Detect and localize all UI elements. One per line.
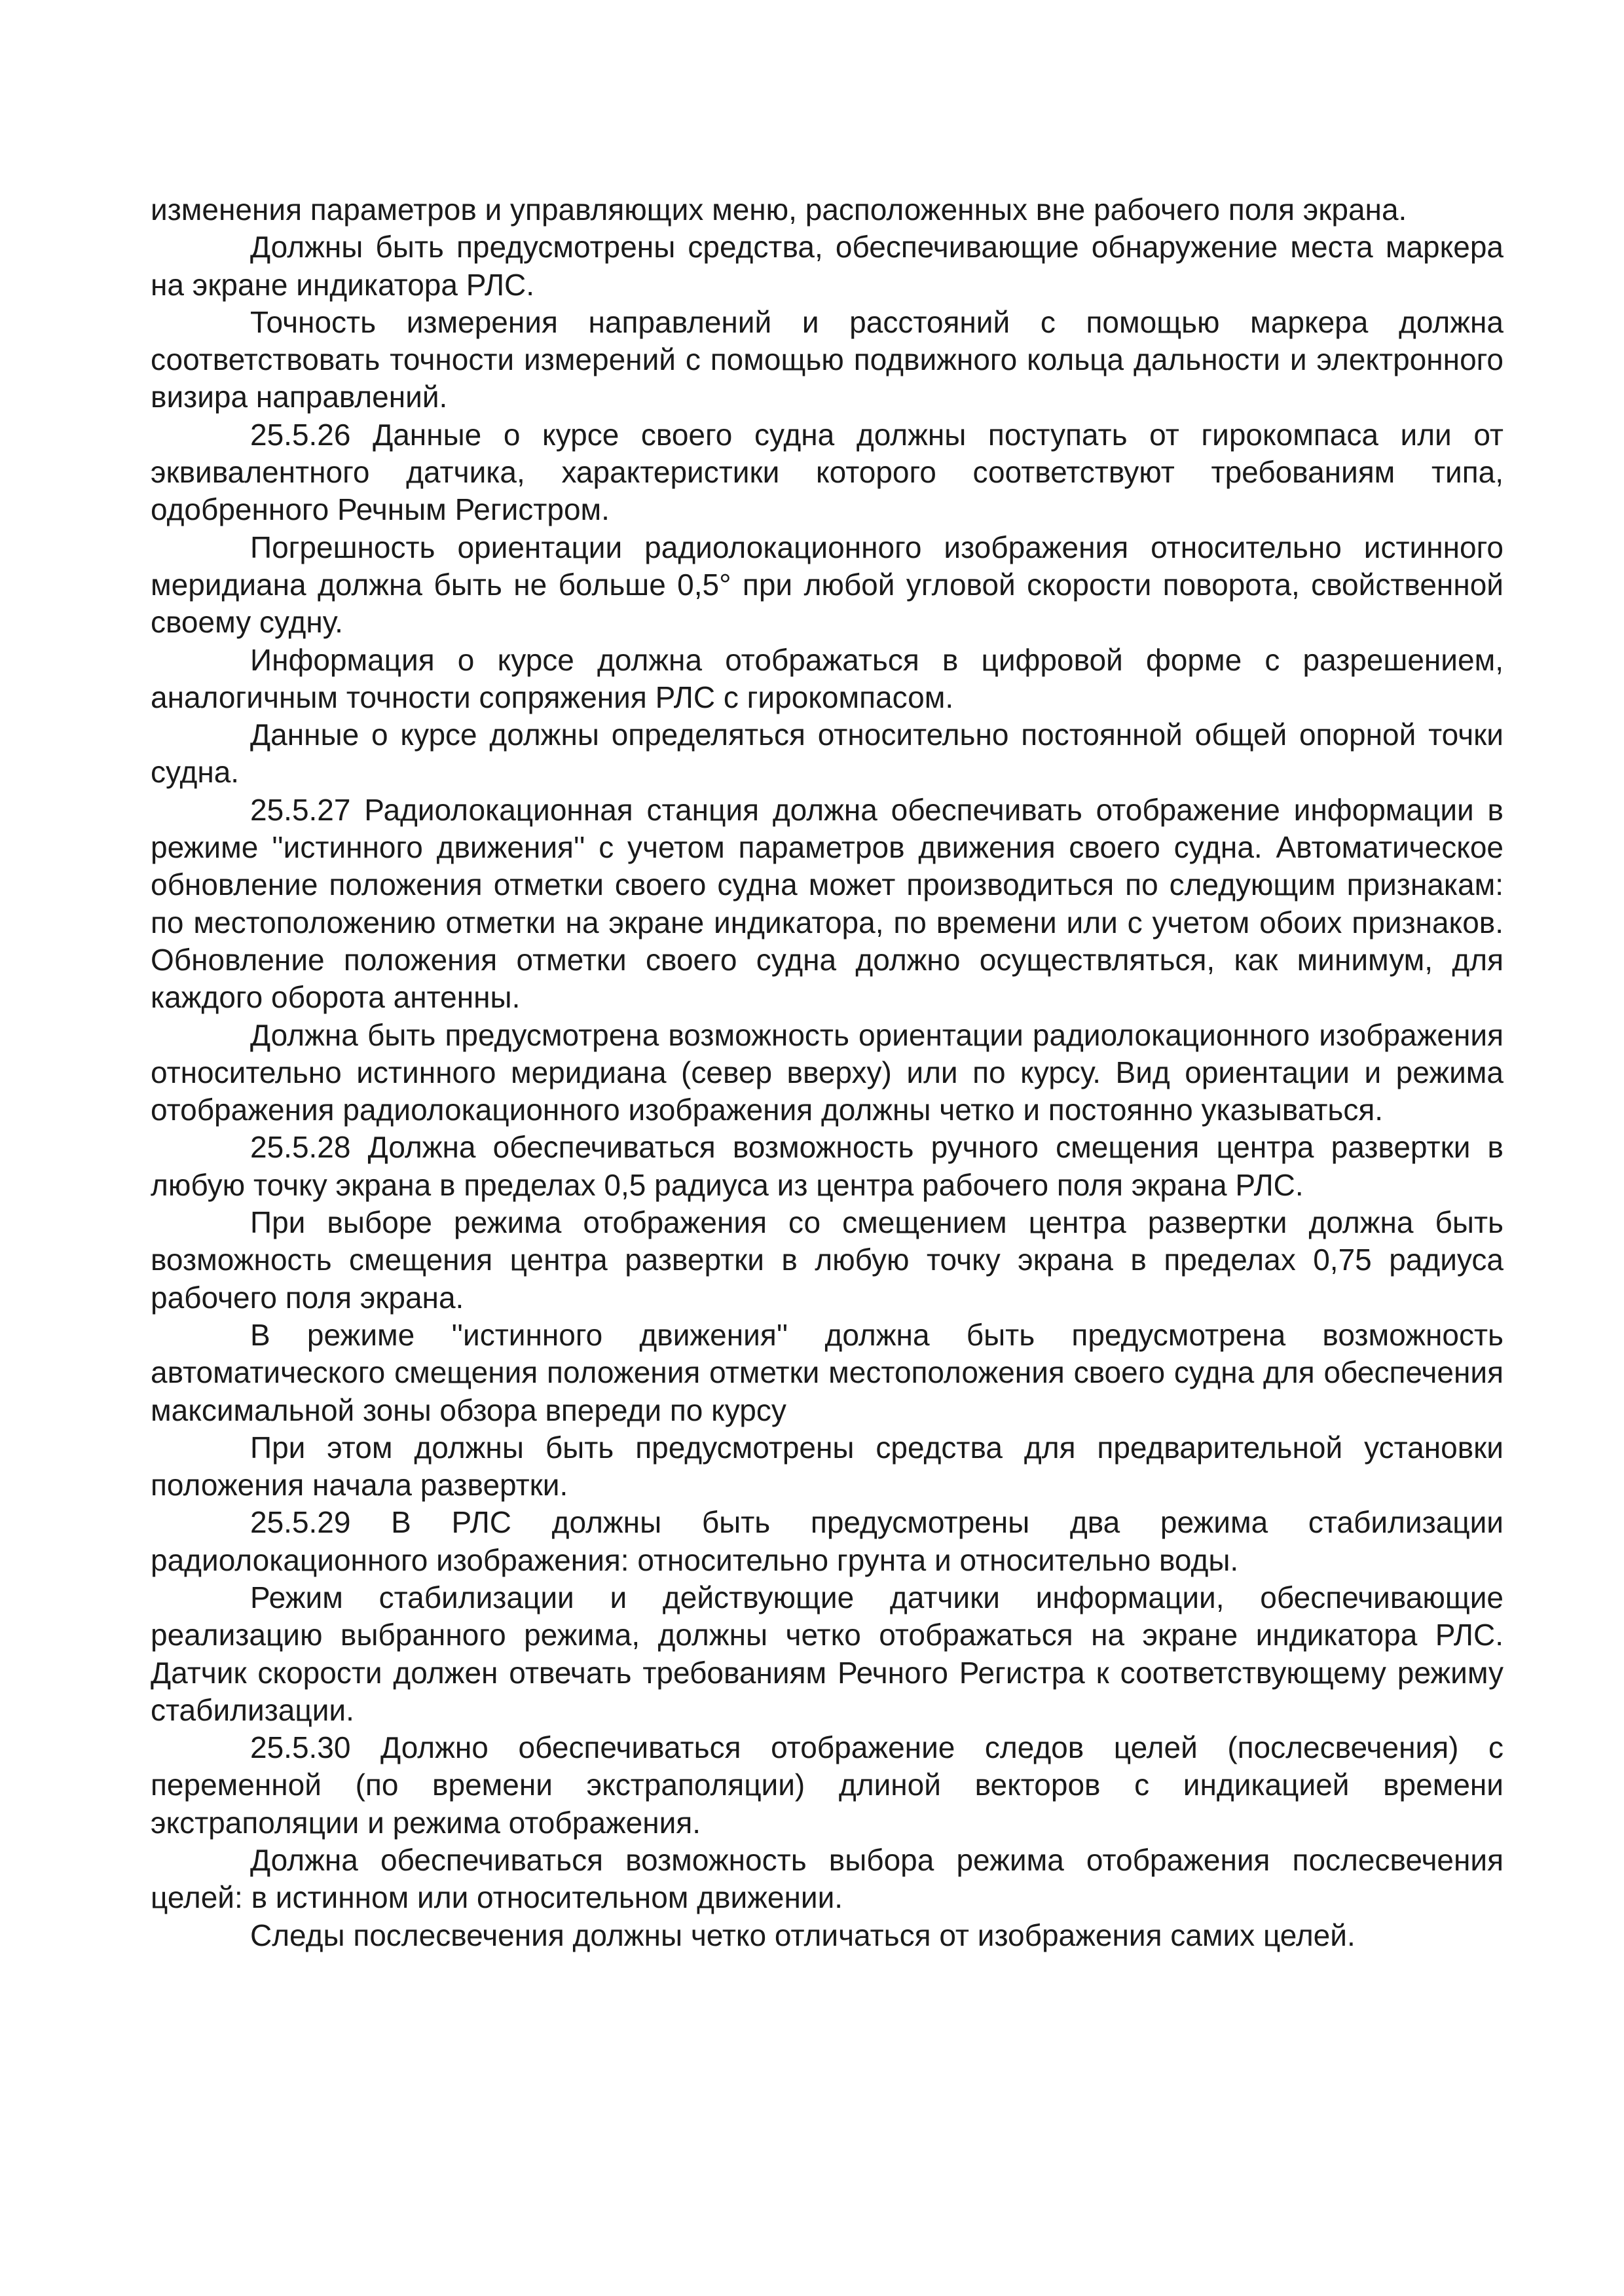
- paragraph: Данные о курсе должны определяться относительно постоянной общей опорной точки судна.: [151, 718, 1504, 790]
- paragraph: Точность измерения направлений и расстояний с помощью маркера должна соответствовать точности измерений с помощью подвижного кольца дальности и электронного визира направлений.: [151, 304, 1504, 414]
- paragraph: Следы послесвечения должны четко отличаться от изображения самих целей.: [250, 1918, 1356, 1952]
- paragraph: Должна обеспечиваться возможность выбора режима отображения послесвечения целей: в истинном или относительном движении.: [151, 1843, 1504, 1915]
- document-page: [151, 191, 1504, 1954]
- paragraph: Информация о курсе должна отображаться в цифровой форме с разрешением, аналогичным точности сопряжения РЛС с гирокомпасом.: [151, 642, 1504, 714]
- paragraph: Погрешность ориентации радиолокационного изображения относительно истинного меридиана должна быть не больше 0,5° при любой угловой скорости поворота, свойственной своему судну.: [151, 530, 1504, 640]
- paragraph-section-25-5-28: 25.5.28 Должна обеспечиваться возможность ручного смещения центра развертки в любую точку экрана в пределах 0,5 радиуса из центра рабочего поля экрана РЛС.: [151, 1130, 1504, 1202]
- paragraph-continuation: изменения параметров и управляющих меню, расположенных вне рабочего поля экрана.: [151, 192, 1407, 227]
- paragraph: Должны быть предусмотрены средства, обеспечивающие обнаружение места маркера на экране индикатора РЛС.: [151, 230, 1504, 302]
- paragraph: При выборе режима отображения со смещением центра развертки должна быть возможность смещения центра развертки в любую точку экрана в пределах 0,75 радиуса рабочего поля экрана.: [151, 1205, 1504, 1315]
- paragraph: При этом должны быть предусмотрены средства для предварительной установки положения начала развертки.: [151, 1430, 1504, 1503]
- paragraph-section-25-5-27: 25.5.27 Радиолокационная станция должна обеспечивать отображение информации в режиме ''истинного движения'' с учетом параметров движения своего судна. Автоматическое обновление положения отметки своего судна может производиться по следующим признакам: по местоположению отметки на экране индикатора, по времени или с учетом обоих признаков. Обновление положения отметки своего судна должно осуществляться, как минимум, для каждого оборота антенны.: [151, 792, 1504, 1015]
- paragraph-section-25-5-30: 25.5.30 Должно обеспечиваться отображение следов целей (послесвечения) с переменной (по времени экстраполяции) длиной векторов с индикацией времени экстраполяции и режима отображения.: [151, 1730, 1504, 1840]
- paragraph: В режиме ''истинного движения'' должна быть предусмотрена возможность автоматического смещения положения отметки местоположения своего судна для обеспечения максимальной зоны обзора впереди по курсу: [151, 1317, 1504, 1427]
- paragraph-section-25-5-26: 25.5.26 Данные о курсе своего судна должны поступать от гирокомпаса или от эквивалентного датчика, характеристики которого соответствуют требованиям типа, одобренного Речным Регистром.: [151, 417, 1504, 527]
- paragraph-section-25-5-29: 25.5.29 В РЛС должны быть предусмотрены два режима стабилизации радиолокационного изображения: относительно грунта и относительно воды.: [151, 1505, 1504, 1577]
- paragraph: Должна быть предусмотрена возможность ориентации радиолокационного изображения относительно истинного меридиана (север вверху) или по курсу. Вид ориентации и режима отображения радиолокационного изображения должны четко и постоянно указываться.: [151, 1017, 1504, 1127]
- paragraph: Режим стабилизации и действующие датчики информации, обеспечивающие реализацию выбранного режима, должны четко отображаться на экране индикатора РЛС. Датчик скорости должен отвечать требованиям Речного Регистра к соответствующему режиму стабилизации.: [151, 1580, 1504, 1727]
